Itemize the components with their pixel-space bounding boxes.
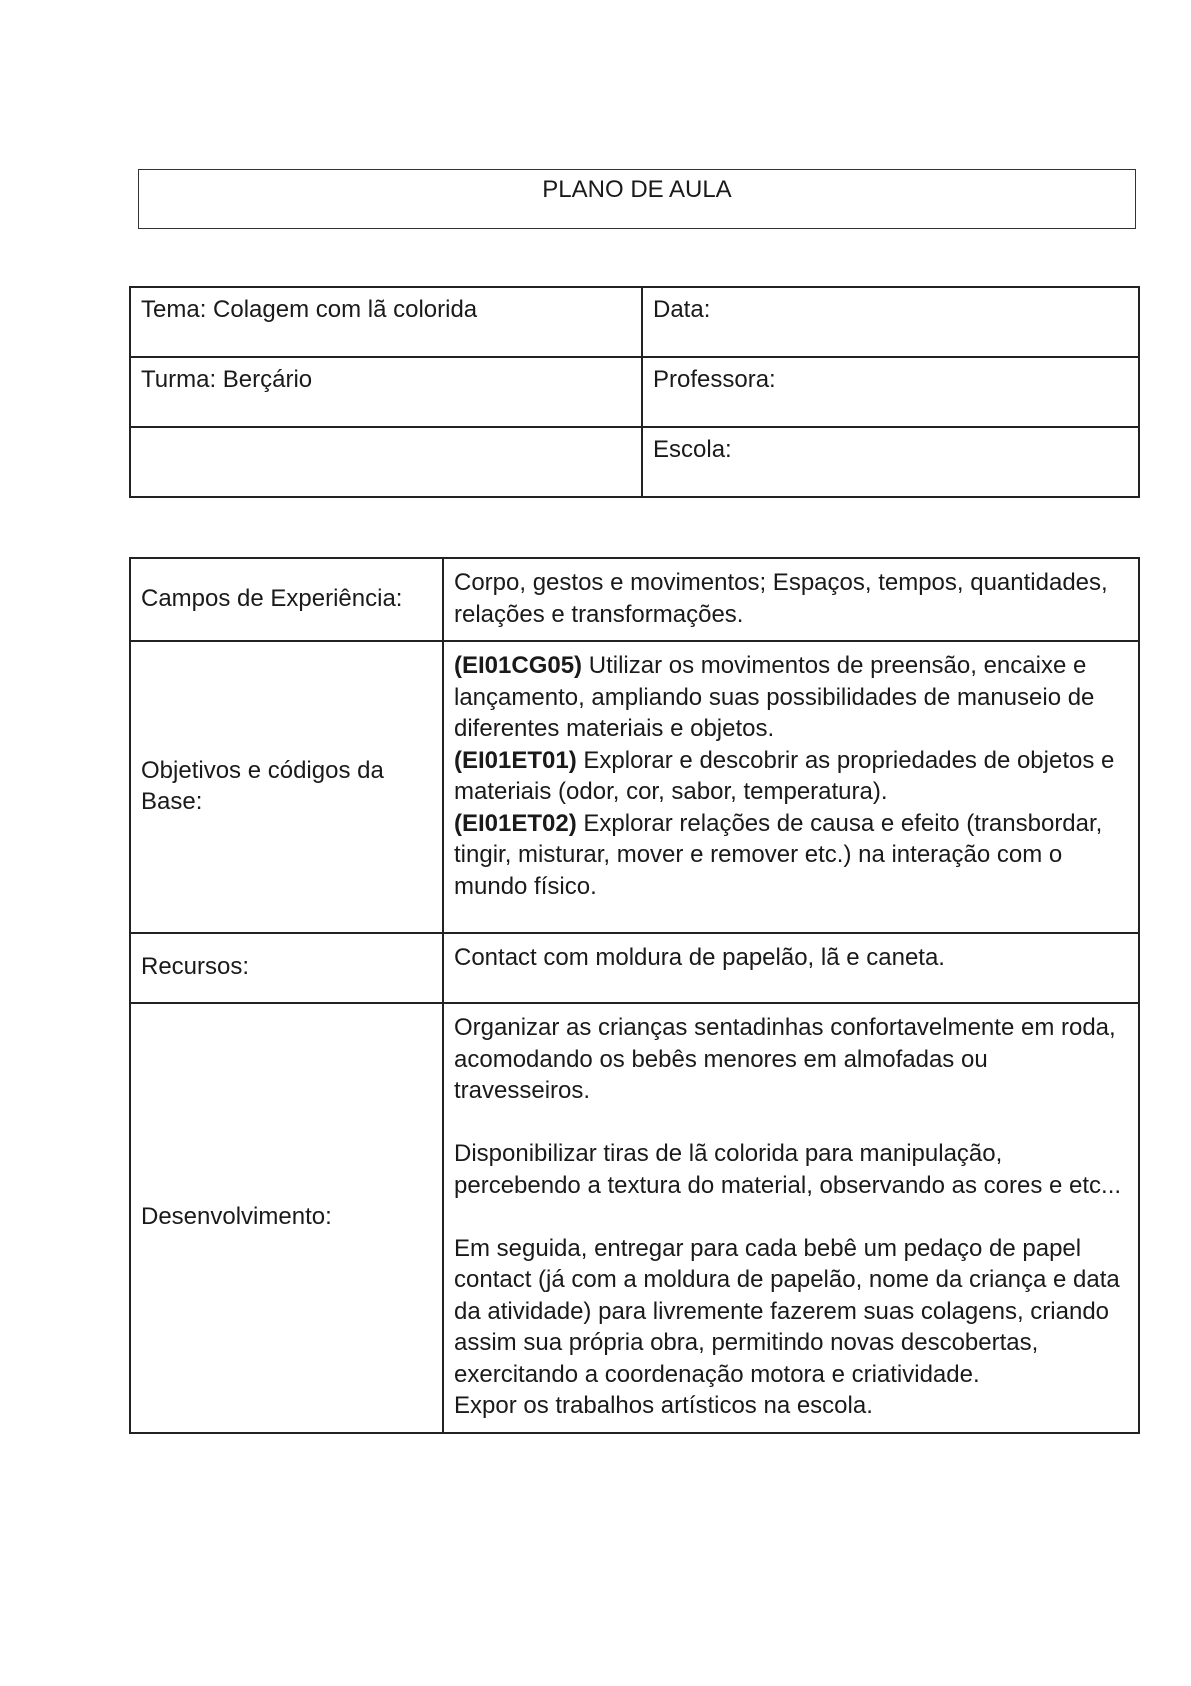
recursos-label: Recursos: xyxy=(130,933,443,1003)
escola-field: Escola: xyxy=(642,427,1139,497)
objective-item xyxy=(454,745,1128,808)
desenvolvimento-label: Desenvolvimento: xyxy=(130,1003,443,1433)
row-objetivos xyxy=(130,641,1139,933)
turma-field: Turma: Berçário xyxy=(130,357,642,427)
objective-code: (EI01ET02) xyxy=(454,809,577,837)
empty-cell xyxy=(130,427,642,497)
desenvolvimento-paragraph: Organizar as crianças sentadinhas confortavelmente em roda, acomodando os bebês menores em almofadas ou travesseiros. xyxy=(454,1014,1116,1104)
objective-code: (EI01ET01) xyxy=(454,746,577,774)
objetivos-label xyxy=(130,641,443,933)
objective-code: (EI01CG05) xyxy=(454,652,583,679)
objective-text: Utilizar os movimentos de preensão, encaixe e lançamento, ampliando suas possibilidades de manuseio de diferentes materiais e objetos. xyxy=(454,652,1095,742)
objective-text: Explorar e descobrir as propriedades de objetos e materiais (odor, cor, sabor, temperatura). xyxy=(454,746,1115,805)
professora-field: Professora: xyxy=(642,357,1139,427)
info-row-tema xyxy=(130,287,1139,357)
campos-label: Campos de Experiência: xyxy=(130,558,443,641)
info-row-turma xyxy=(130,357,1139,427)
desenvolvimento-paragraph: Em seguida, entregar para cada bebê um pedaço de papel contact (já com a moldura de papelão, nome da criança e data da atividade) para livremente fazerem suas colagens, criando assim sua própria obra, permitindo novas descobertas, exercitando a coordenação motora e criatividade. xyxy=(454,1234,1120,1388)
row-campos xyxy=(130,558,1139,641)
recursos-text: Contact com moldura de papelão, lã e caneta. xyxy=(443,933,1139,1003)
row-desenvolvimento xyxy=(130,1003,1139,1433)
objetivos-text xyxy=(443,641,1139,933)
desenvolvimento-paragraph: Expor os trabalhos artísticos na escola. xyxy=(454,1392,873,1419)
objetivos-label-line1: Objetivos e códigos da xyxy=(141,756,384,784)
objective-item xyxy=(454,808,1128,923)
objetivos-label-line2: Base: xyxy=(141,788,203,815)
data-field: Data: xyxy=(642,287,1139,357)
info-table xyxy=(129,286,1140,498)
page-title: PLANO DE AULA xyxy=(138,169,1136,229)
desenvolvimento-text xyxy=(443,1003,1139,1433)
info-row-escola xyxy=(130,427,1139,497)
desenvolvimento-paragraph: Disponibilizar tiras de lã colorida para manipulação, percebendo a textura do material, observando as cores e etc... xyxy=(454,1140,1122,1199)
objective-text: Explorar relações de causa e efeito (transbordar, tingir, misturar, mover e remover etc.) na interação com o mundo físico. xyxy=(454,809,1103,900)
campos-text: Corpo, gestos e movimentos; Espaços, tempos, quantidades, relações e transformações. xyxy=(443,558,1139,641)
plan-table xyxy=(129,557,1140,1434)
row-recursos xyxy=(130,933,1139,1003)
objective-item xyxy=(454,650,1128,745)
tema-field: Tema: Colagem com lã colorida xyxy=(130,287,642,357)
